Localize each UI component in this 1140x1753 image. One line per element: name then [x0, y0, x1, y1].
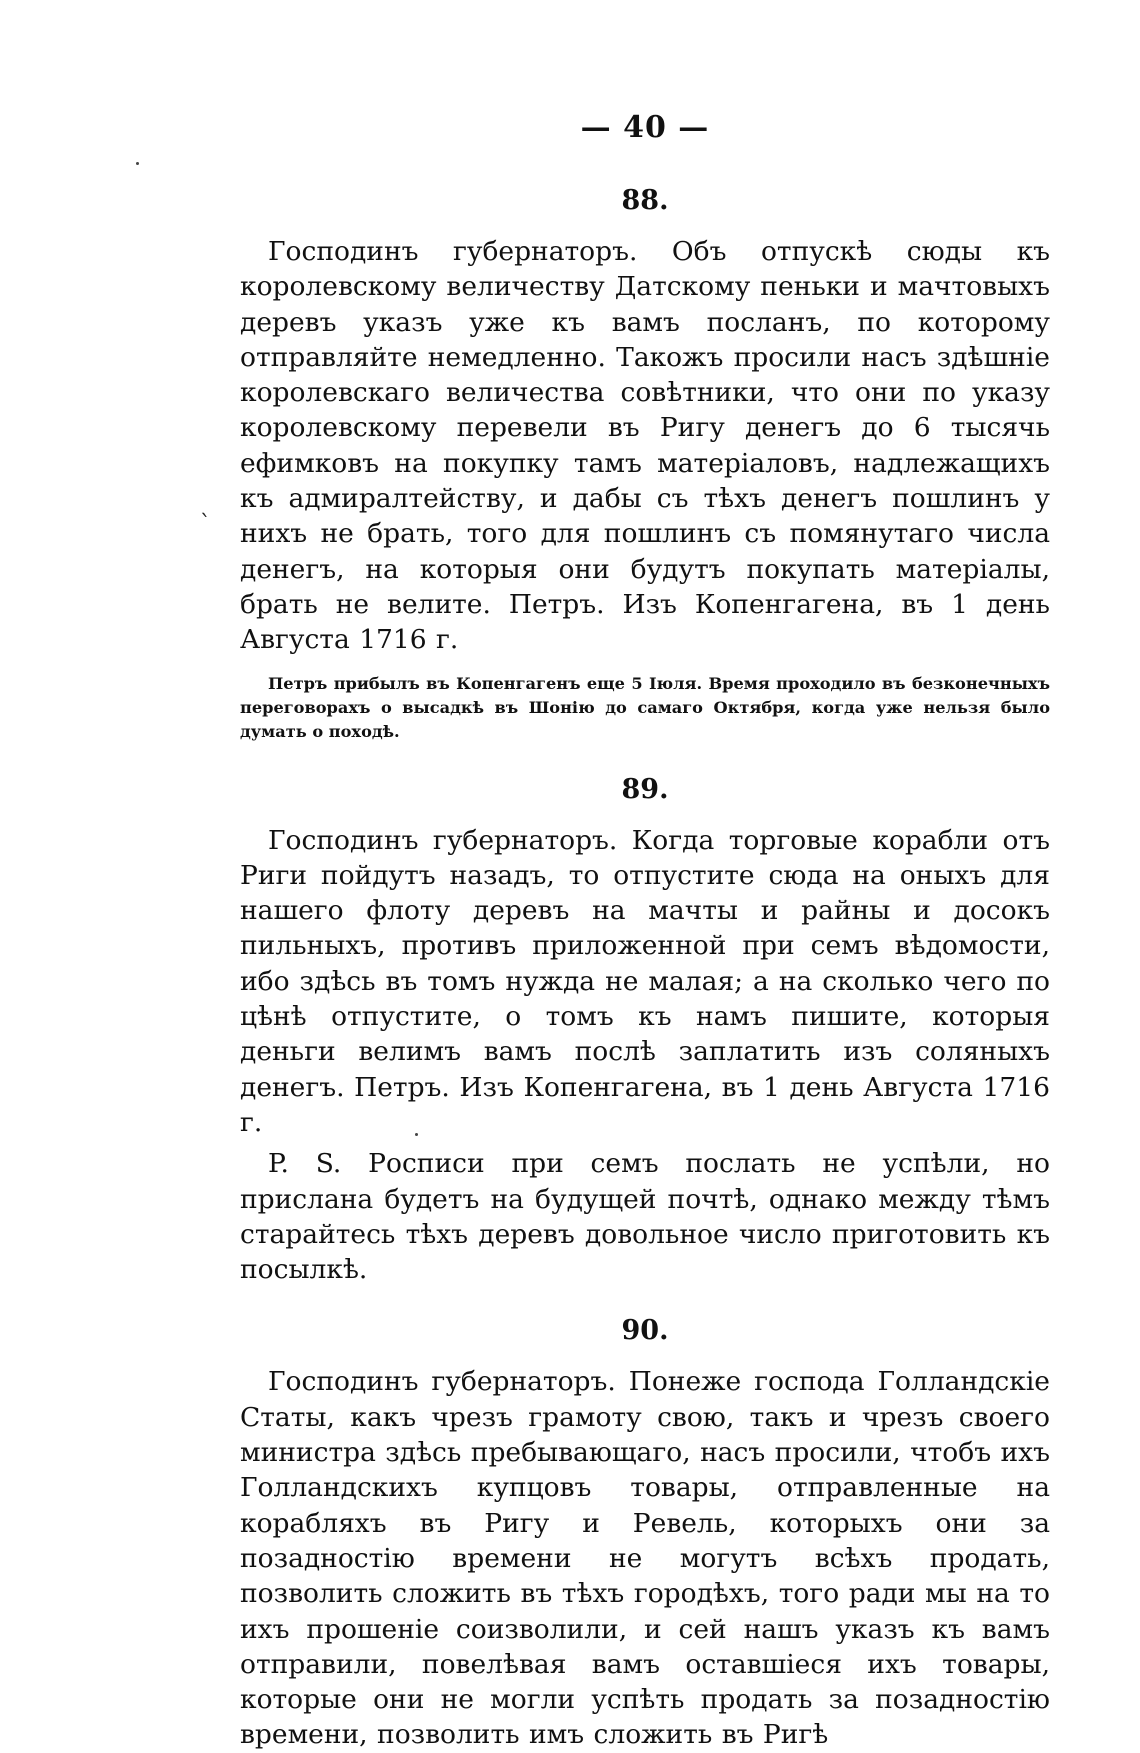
document-88 — [240, 185, 1050, 744]
editorial-note: Петръ прибылъ въ Копенгагенъ еще 5 Іюля. Время проходило въ безконечныхъ переговорахъ о высадкѣ въ Шонію до самаго Октября, когда уже нельзя было думать о походѣ. — [240, 673, 1050, 741]
page-number: — 40 — — [580, 110, 710, 145]
document-90 — [240, 1315, 1050, 1752]
postscript-text: P. S. Росписи при семъ послать не успѣли, но прислана будетъ на будущей почтѣ, однако между тѣмъ старайтесь тѣхъ деревъ довольное число приготовить къ посылкѣ. — [240, 1148, 1050, 1286]
paper-speck — [415, 1133, 418, 1136]
paper-speck — [136, 162, 139, 165]
document-number: 89. — [621, 773, 669, 805]
document-text: Господинъ губернаторъ. Когда торговые корабли отъ Риги пойдутъ назадъ, то отпустите сюда на оныхъ для нашего флоту деревъ на мачты и райны и досокъ пильныхъ, противъ приложенной при семъ вѣдомости, ибо здѣсь въ томъ нужда не малая; а на сколько чего по цѣнѣ отпустите, о томъ къ намъ пишите, которыя деньги велимъ вамъ послѣ заплатить изъ соляныхъ денегъ. Петръ. Изъ Копенгагена, въ 1 день Августа 1716 г. — [240, 824, 1050, 1138]
section-gap — [240, 1287, 1050, 1315]
document-text: Господинъ губернаторъ. Понеже господа Голландскіе Статы, какъ чрезъ грамоту свою, такъ и чрезъ своего министра здѣсь пребывающаго, насъ просили, чтобъ ихъ Голландскихъ купцовъ товары, отправленные на корабляхъ въ Ригу и Ревель, которыхъ они за позадностію времени не могутъ всѣхъ продать, позволить сложить въ тѣхъ городѣхъ, того ради мы на то ихъ прошеніе соизволили, и сей нашъ указъ къ вамъ отправили, повелѣвая вамъ оставшіеся ихъ товары, которые они не могли успѣть продать за позадностію времени, позволить имъ сложить въ Ригѣ — [240, 1366, 1050, 1751]
page-content — [240, 110, 1050, 1753]
document-number: 88. — [621, 185, 669, 216]
document-number: 90. — [621, 1315, 669, 1347]
margin-tick-mark: ˋ — [200, 512, 211, 537]
document-text: Господинъ губернаторъ. Объ отпускѣ сюды къ королевскому величеству Датскому пеньки и мачтовыхъ деревъ указъ уже къ вамъ посланъ, по которому отправляйте немедленно. Такожъ просили насъ здѣшніе королевскаго величества совѣтники, что они по указу королевскому перевели въ Ригу денегъ до 6 тысячь ефимковъ на покупку тамъ матеріаловъ, надлежащихъ къ адмиралтейству, и дабы съ тѣхъ денегъ пошлинъ у нихъ не брать, того для пошлинъ съ помянутаго числа денегъ, на которыя они будутъ покупать матеріалы, брать не велите. Петръ. Изъ Копенгагена, въ 1 день Августа 1716 г. — [240, 236, 1050, 656]
document-89 — [240, 774, 1050, 1288]
